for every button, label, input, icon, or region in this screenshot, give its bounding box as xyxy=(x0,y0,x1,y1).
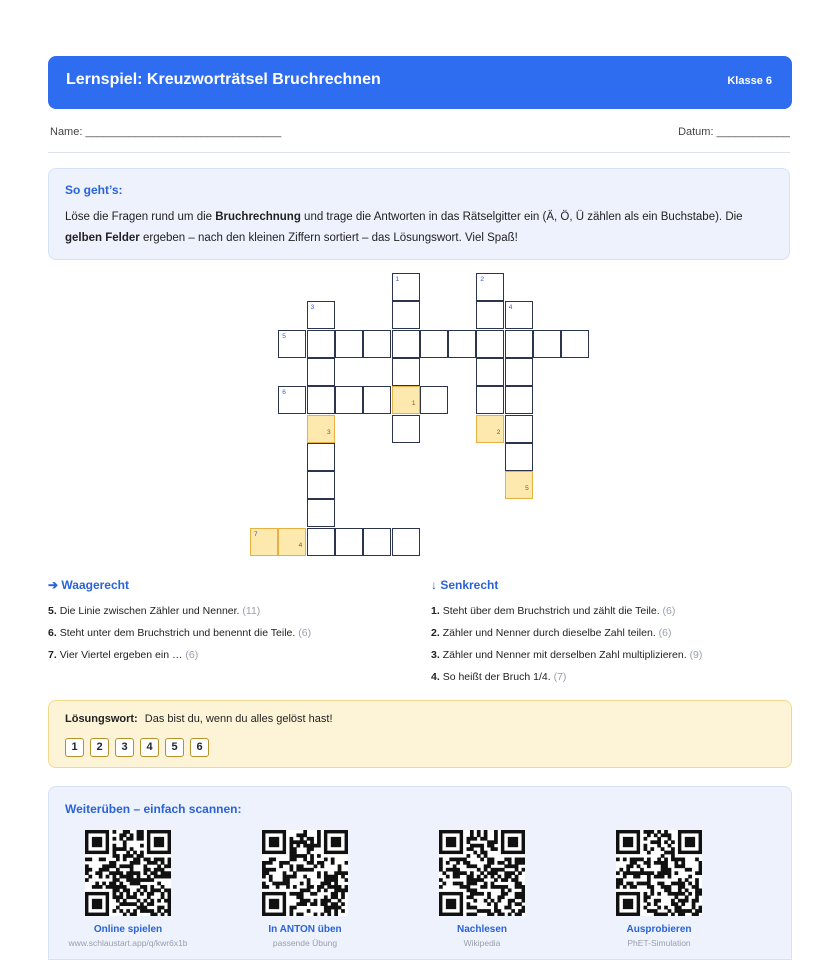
name-field[interactable]: Name: ________________________________ xyxy=(50,126,282,138)
solution-letter-box[interactable]: 5 xyxy=(165,738,184,757)
grid-cell[interactable] xyxy=(307,443,335,471)
solution-boxes xyxy=(65,737,215,757)
divider xyxy=(48,152,790,153)
solution-index: 3 xyxy=(326,428,331,436)
grid-cell[interactable] xyxy=(392,528,420,556)
qr-subtitle: www.schlaustart.app/q/kwr6x1b xyxy=(68,938,188,948)
grid-cell[interactable] xyxy=(476,415,504,443)
clue-number: 4 xyxy=(508,304,513,312)
solution-index: 4 xyxy=(298,541,303,549)
grid-cell[interactable] xyxy=(307,415,335,443)
grid-cell[interactable] xyxy=(392,330,420,358)
qr-code-icon xyxy=(262,830,348,916)
qr-code-icon xyxy=(85,830,171,916)
grid-cell[interactable] xyxy=(476,273,504,301)
qr-code-icon xyxy=(439,830,525,916)
qr-title: Nachlesen xyxy=(456,924,508,935)
grid-cell[interactable] xyxy=(307,330,335,358)
grid-cell[interactable] xyxy=(307,499,335,527)
solution-letter-box[interactable]: 6 xyxy=(190,738,209,757)
clue-number: 6 xyxy=(282,389,286,397)
qr-code-icon xyxy=(616,830,702,916)
grid-cell[interactable] xyxy=(307,471,335,499)
qr-online-spielen[interactable] xyxy=(53,830,203,948)
grade-badge: Klasse 6 xyxy=(727,75,772,87)
student-info xyxy=(50,126,790,138)
grid-cell[interactable] xyxy=(392,301,420,329)
grid-cell[interactable] xyxy=(363,528,391,556)
grid-cell[interactable] xyxy=(278,528,306,556)
solution-index: 2 xyxy=(496,428,501,436)
clue-down-2: 2. Zähler und Nenner durch dieselbe Zahl teilen. (6) xyxy=(431,627,672,639)
qr-title: In ANTON üben xyxy=(268,924,342,935)
qr-subtitle: PhET-Simulation xyxy=(627,938,691,948)
grid-cell[interactable] xyxy=(392,358,420,386)
grid-cell[interactable] xyxy=(505,358,533,386)
grid-cell[interactable] xyxy=(476,301,504,329)
grid-cell[interactable] xyxy=(505,330,533,358)
qr-subtitle: Wikipedia xyxy=(463,938,501,948)
qr-title: Online spielen xyxy=(93,924,163,935)
qr-anton[interactable] xyxy=(230,830,380,948)
down-heading: ↓ Senkrecht xyxy=(431,578,499,592)
down-clues xyxy=(431,578,702,688)
date-field[interactable]: Datum: ____________ xyxy=(678,126,790,138)
solution-label: Lösungswort: Das bist du, wenn du alles gelöst hast! xyxy=(65,713,333,725)
grid-cell[interactable] xyxy=(363,330,391,358)
clue-down-1: 1. Steht über dem Bruchstrich und zählt die Teile. (6) xyxy=(431,605,676,617)
grid-cell[interactable] xyxy=(278,386,306,414)
clue-number: 5 xyxy=(282,332,286,340)
grid-cell[interactable] xyxy=(307,301,335,329)
clue-number: 1 xyxy=(395,276,400,283)
solution-letter-box[interactable]: 1 xyxy=(65,738,84,757)
across-heading: ➔ Waagerecht xyxy=(48,578,129,592)
grid-cell[interactable] xyxy=(392,415,420,443)
grid-cell[interactable] xyxy=(476,358,504,386)
title-banner xyxy=(48,56,792,109)
grid-cell[interactable] xyxy=(335,330,363,358)
grid-cell[interactable] xyxy=(476,386,504,414)
grid-cell[interactable] xyxy=(278,330,306,358)
qr-title: Ausprobieren xyxy=(626,924,692,935)
qr-phet[interactable] xyxy=(584,830,734,948)
grid-cell[interactable] xyxy=(335,386,363,414)
solution-index: 1 xyxy=(411,400,416,408)
clue-number: 7 xyxy=(254,530,258,538)
clue-number: 2 xyxy=(480,276,485,283)
grid-cell[interactable] xyxy=(505,415,533,443)
grid-cell[interactable] xyxy=(250,528,278,556)
grid-cell[interactable] xyxy=(420,386,448,414)
instructions-text: Löse die Fragen rund um die Bruchrechnung und trage die Antworten in das Rätselgitter ein (Ä, Ö, Ü zählen als ein Buchstabe). Die gelben Felder ergeben – nach den kleinen Ziffern sortiert – das Lösungswort. Viel Spaß! xyxy=(65,211,743,244)
solution-letter-box[interactable]: 2 xyxy=(90,738,109,757)
grid-cell[interactable] xyxy=(307,358,335,386)
crossword-grid xyxy=(250,273,590,557)
qr-wikipedia[interactable] xyxy=(407,830,557,948)
clue-number: 3 xyxy=(310,304,315,312)
grid-cell[interactable] xyxy=(448,330,476,358)
grid-cell[interactable] xyxy=(505,386,533,414)
clue-down-4: 4. So heißt der Bruch 1/4. (7) xyxy=(431,671,567,683)
grid-cell[interactable] xyxy=(561,330,589,358)
grid-cell[interactable] xyxy=(307,386,335,414)
grid-cell[interactable] xyxy=(307,528,335,556)
grid-cell[interactable] xyxy=(476,330,504,358)
grid-cell[interactable] xyxy=(392,386,420,414)
solution-letter-box[interactable]: 3 xyxy=(115,738,134,757)
solution-index: 5 xyxy=(525,485,529,493)
grid-cell[interactable] xyxy=(335,528,363,556)
grid-cell[interactable] xyxy=(505,443,533,471)
clue-across-6: 6. Steht unter dem Bruchstrich und benennt die Teile. (6) xyxy=(48,627,312,639)
grid-cell[interactable] xyxy=(363,386,391,414)
grid-cell[interactable] xyxy=(505,471,533,499)
solution-letter-box[interactable]: 4 xyxy=(140,738,159,757)
grid-cell[interactable] xyxy=(420,330,448,358)
grid-cell[interactable] xyxy=(533,330,561,358)
grid-cell[interactable] xyxy=(505,301,533,329)
further-practice-box xyxy=(48,786,792,960)
further-practice-heading: Weiterüben – einfach scannen: xyxy=(65,802,242,816)
instructions-heading: So geht’s: xyxy=(65,183,123,197)
instructions-box xyxy=(48,168,790,260)
solution-box xyxy=(48,700,792,768)
clue-down-3: 3. Zähler und Nenner mit derselben Zahl multiplizieren. (9) xyxy=(431,649,703,661)
across-clues xyxy=(48,578,311,666)
grid-cell[interactable] xyxy=(392,273,420,301)
page-title: Lernspiel: Kreuzworträtsel Bruchrechnen xyxy=(66,71,381,88)
clue-across-7: 7. Vier Viertel ergeben ein … (6) xyxy=(48,649,199,661)
clue-across-5: 5. Die Linie zwischen Zähler und Nenner. (11) xyxy=(48,605,261,617)
qr-subtitle: passende Übung xyxy=(272,938,338,948)
